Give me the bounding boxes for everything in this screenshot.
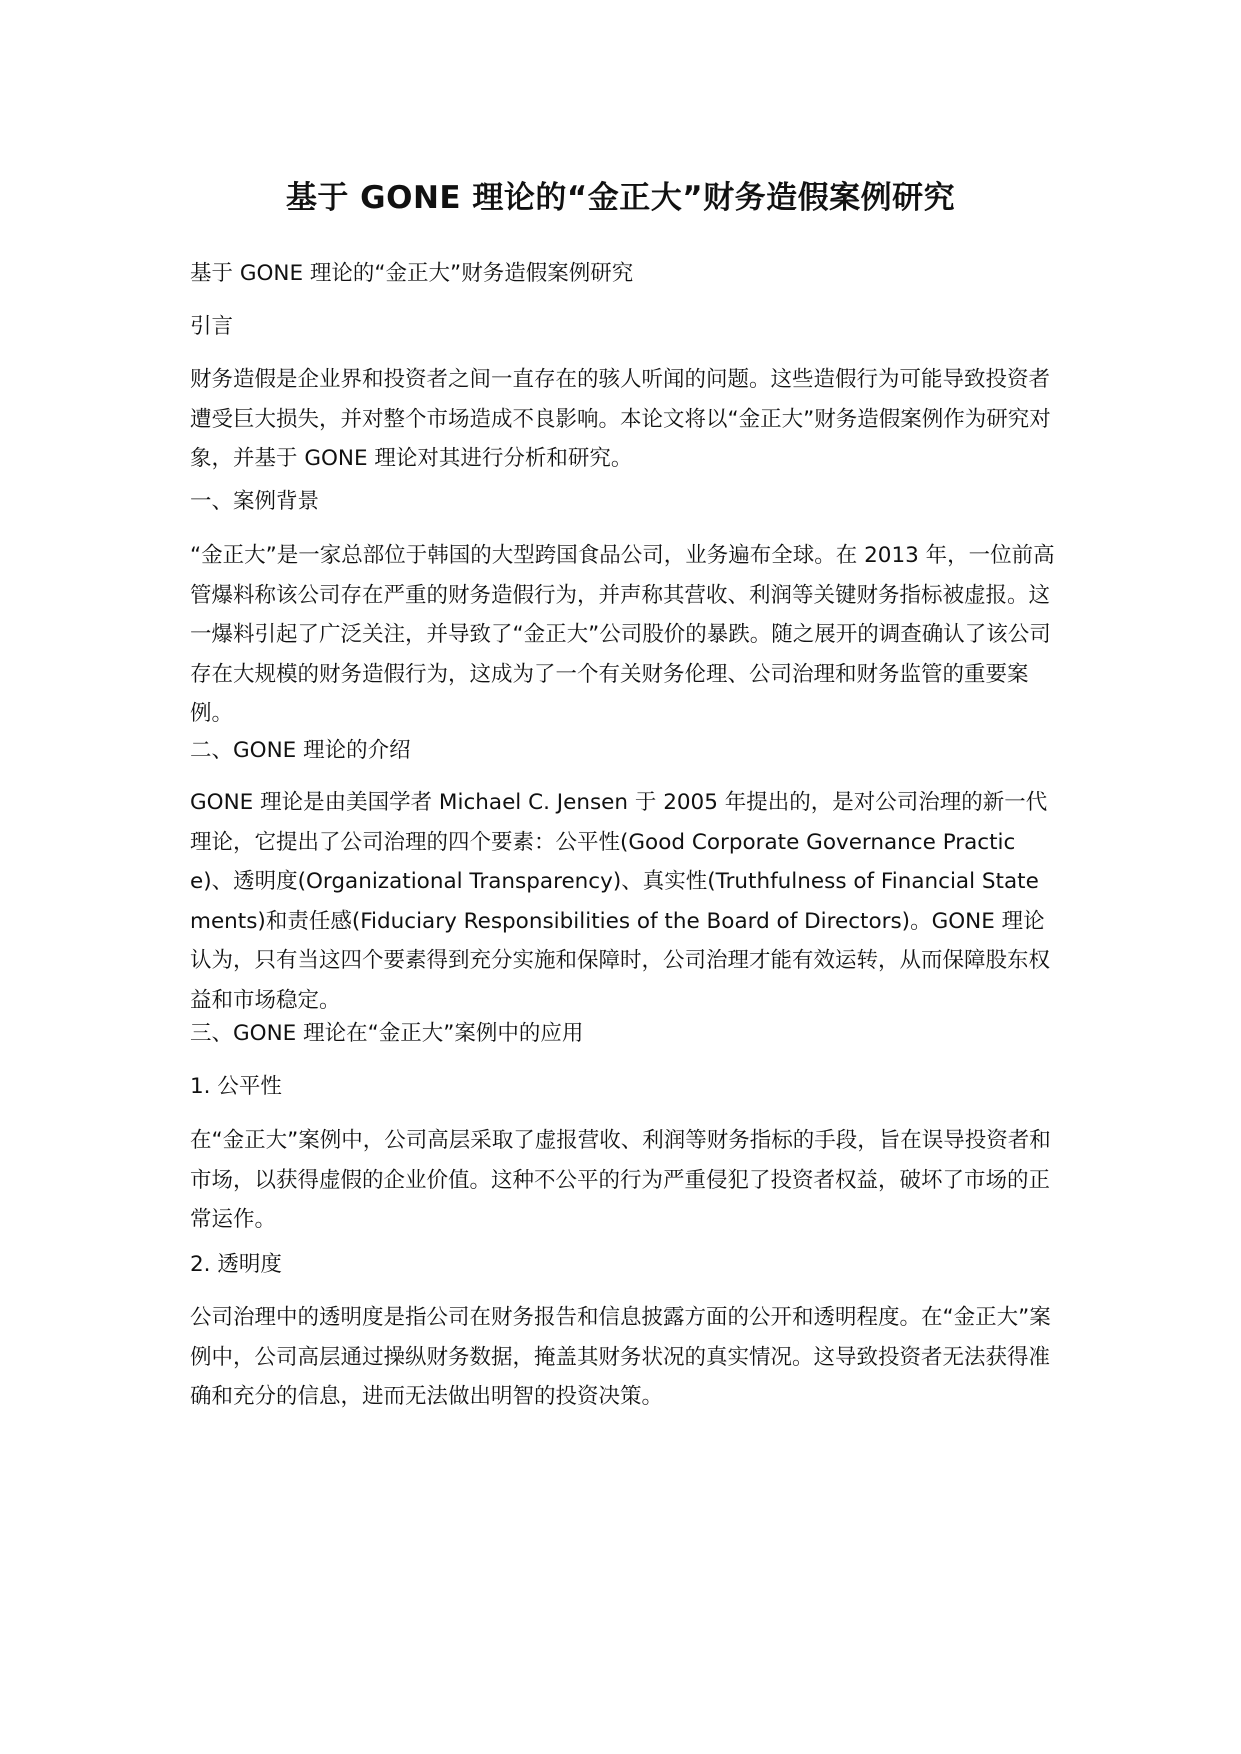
section3-heading: 三、GONE 理论在“金正大”案例中的应用 (190, 1021, 584, 1046)
sub2-heading: 2. 透明度 (190, 1252, 282, 1277)
document-title: 基于 GONE 理论的“金正大”财务造假案例研究 (285, 180, 956, 216)
sub1-paragraph: 在“金正大”案例中，公司高层采取了虚报营收、利润等财务指标的手段，旨在误导投资者和市场，以获得虚假的企业价值。这种不公平的行为严重侵犯了投资者权益，破坏了市场的正常运作。 (190, 1128, 1051, 1232)
section2-heading: 二、GONE 理论的介绍 (190, 738, 411, 763)
section1-heading: 一、案例背景 (190, 489, 320, 514)
intro-heading: 引言 (190, 314, 234, 339)
section1-paragraph: “金正大”是一家总部位于韩国的大型跨国食品公司，业务遍布全球。在 2013 年，一位前高管爆料称该公司存在严重的财务造假行为，并声称其营收、利润等关键财务指标被虚报。这一爆料引起了广泛关注，并导致了“金正大”公司股价的暴跌。随之展开的调查确认了该公司存在大规模的财务造假行为，这成为了一个有关财务伦理、公司治理和财务监管的重要案例。 (190, 543, 1055, 726)
document-subtitle: 基于 GONE 理论的“金正大”财务造假案例研究 (190, 261, 634, 286)
sub2-paragraph: 公司治理中的透明度是指公司在财务报告和信息披露方面的公开和透明程度。在“金正大”案例中，公司高层通过操纵财务数据，掩盖其财务状况的真实情况。这导致投资者无法获得准确和充分的信息，进而无法做出明智的投资决策。 (190, 1305, 1051, 1409)
section2-paragraph: GONE 理论是由美国学者 Michael C. Jensen 于 2005 年提出的，是对公司治理的新一代理论，它提出了公司治理的四个要素：公平性(Good Corporate Governance Practice)、透明度(Organizational Transparency)、真实性(Truthfulness of Financial Statements)和责任感(Fiduciary Responsibilities of the Board of Directors)。GONE 理论认为，只有当这四个要素得到充分实施和保障时，公司治理才能有效运转，从而保障股东权益和市场稳定。 (190, 790, 1051, 1013)
sub1-heading: 1. 公平性 (190, 1074, 282, 1099)
intro-paragraph: 财务造假是企业界和投资者之间一直存在的骇人听闻的问题。这些造假行为可能导致投资者遭受巨大损失，并对整个市场造成不良影响。本论文将以“金正大”财务造假案例作为研究对象，并基于 GONE 理论对其进行分析和研究。 (190, 367, 1051, 471)
